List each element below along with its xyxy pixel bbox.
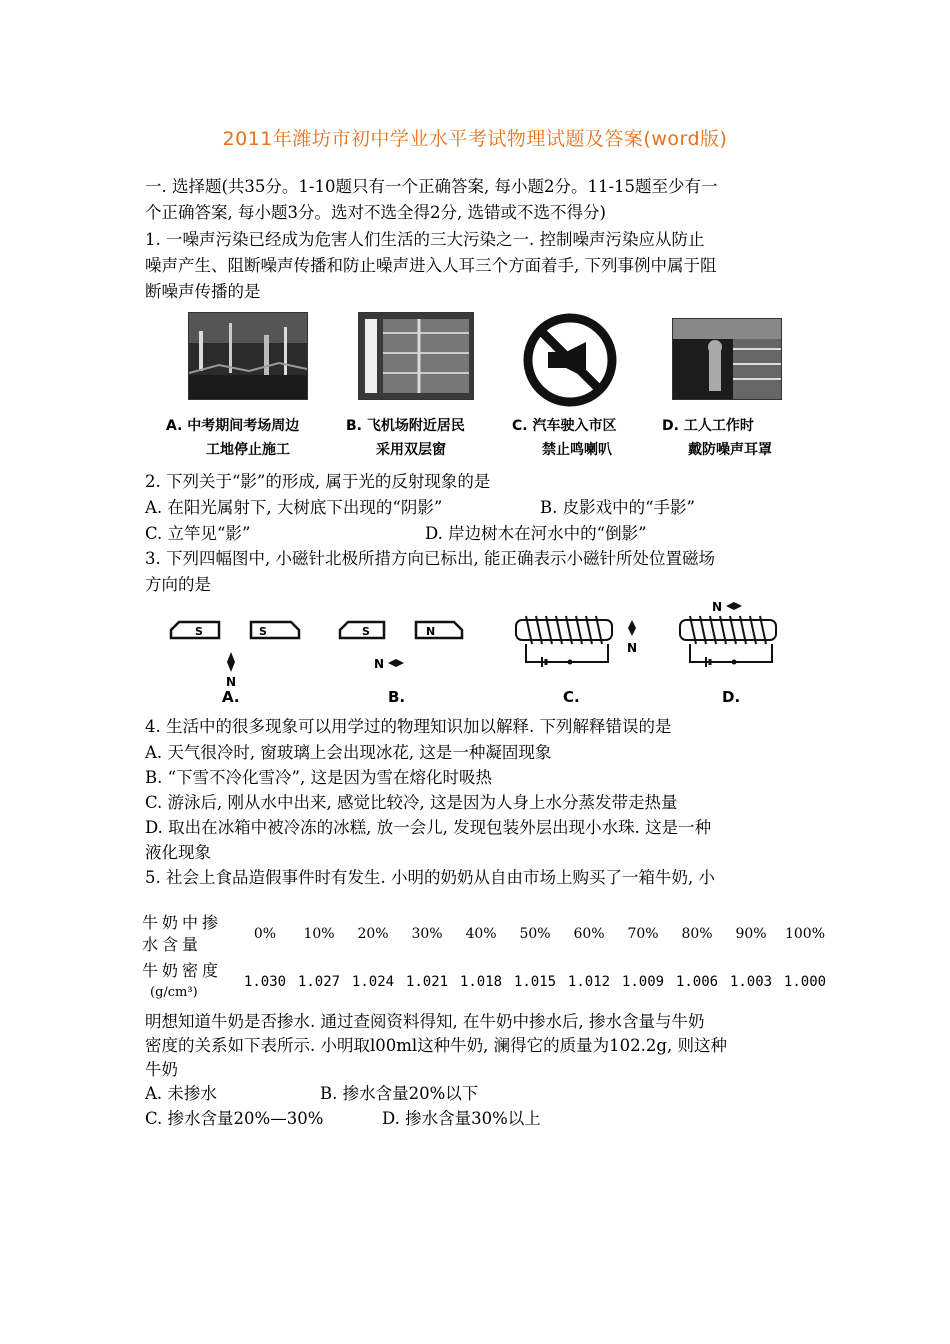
table-cell: 1.018 bbox=[459, 974, 503, 990]
q1-stem-line-2: 噪声产生、阻断噪声传播和防止噪声进入人耳三个方面着手, 下列事例中属于阻 bbox=[145, 256, 717, 275]
table-cell: 30% bbox=[411, 926, 443, 942]
q1-stem-line-3: 断噪声传播的是 bbox=[145, 282, 261, 301]
q1-caption-d-line-2: 戴防噪声耳罩 bbox=[688, 442, 772, 458]
q3-a-pole-s-left: S bbox=[195, 625, 203, 638]
table-cell: 40% bbox=[465, 926, 497, 942]
q2-option-c: C. 立竿见“影” bbox=[145, 524, 251, 543]
q3-label-c: C. bbox=[563, 688, 580, 706]
q3-label-d: D. bbox=[722, 688, 741, 706]
q3-b-needle-n: N bbox=[374, 657, 385, 671]
q5-option-d: D. 掺水含量30%以上 bbox=[382, 1109, 541, 1128]
q2-option-b: B. 皮影戏中的“手影” bbox=[540, 498, 695, 517]
q4-option-a: A. 天气很冷时, 窗玻璃上会出现冰花, 这是一种凝固现象 bbox=[145, 743, 552, 762]
q3-b-pole-s: S bbox=[362, 625, 370, 638]
q1-photo-d-factory-worker bbox=[672, 318, 782, 400]
q1-caption-d bbox=[662, 414, 772, 462]
q3-b-pole-n: N bbox=[426, 625, 436, 638]
q1-caption-b-line-2: 采用双层窗 bbox=[376, 442, 446, 458]
q1-caption-b bbox=[346, 414, 465, 462]
q5-option-b: B. 掺水含量20%以下 bbox=[320, 1084, 479, 1103]
q1-caption-d-line-1: D. 工人工作时 bbox=[662, 418, 754, 434]
table-row-water-content bbox=[142, 910, 832, 958]
q2-option-a: A. 在阳光属射下, 大树底下出现的“阴影” bbox=[145, 498, 443, 517]
q1-stem-line-1: 1. 一噪声污染已经成为危害人们生活的三大污染之一. 控制噪声污染应从防止 bbox=[145, 230, 705, 249]
section-intro-line-1: 一. 选择题(共35分。1-10题只有一个正确答案, 每小题2分。11-15题至少有一 bbox=[145, 177, 718, 196]
q5-body-line-3: 牛奶 bbox=[145, 1060, 178, 1079]
q5-body-line-1: 明想知道牛奶是否掺水. 通过查阅资料得知, 在牛奶中掺水后, 掺水含量与牛奶 bbox=[145, 1012, 705, 1031]
q1-no-horn-icon bbox=[520, 312, 620, 408]
milk-density-table bbox=[142, 910, 832, 1006]
table-cell: 1.021 bbox=[405, 974, 449, 990]
q3-figure-c-solenoid bbox=[512, 612, 652, 676]
table-cell: 1.006 bbox=[675, 974, 719, 990]
table-row-density bbox=[142, 958, 832, 1006]
table-cell: 1.027 bbox=[297, 974, 341, 990]
table-cell: 20% bbox=[357, 926, 389, 942]
table-cell: 1.000 bbox=[783, 974, 827, 990]
table-cell: 1.024 bbox=[351, 974, 395, 990]
table-header-line: (g/cm³) bbox=[150, 985, 198, 1000]
table-cell: 60% bbox=[573, 926, 605, 942]
q5-option-a: A. 未掺水 bbox=[145, 1084, 217, 1103]
q4-stem: 4. 生活中的很多现象可以用学过的物理知识加以解释. 下列解释错误的是 bbox=[145, 717, 672, 736]
q4-option-b: B. “下雪不冷化雪冷”, 这是因为雪在熔化时吸热 bbox=[145, 768, 492, 787]
q5-body-line-2: 密度的关系如下表所示. 小明取l00ml这种牛奶, 澜得它的质量为102.2g, 则这种 bbox=[145, 1036, 727, 1055]
table-header-line: 牛奶中掺 bbox=[142, 913, 223, 932]
table-cell: 50% bbox=[519, 926, 551, 942]
q3-d-needle-n: N bbox=[712, 600, 723, 614]
table-cell: 90% bbox=[735, 926, 767, 942]
q2-stem: 2. 下列关于“影”的形成, 属于光的反射现象的是 bbox=[145, 472, 491, 491]
table-cell: 0% bbox=[253, 926, 277, 942]
q3-label-b: B. bbox=[388, 688, 406, 706]
table-cell: 70% bbox=[627, 926, 659, 942]
q1-caption-a-line-1: A. 中考期间考场周边 bbox=[166, 418, 300, 434]
table-cell: 100% bbox=[784, 926, 826, 942]
table-cell: 1.012 bbox=[567, 974, 611, 990]
q3-stem-line-2: 方向的是 bbox=[145, 575, 211, 594]
q3-c-needle-n: N bbox=[627, 641, 638, 655]
table-cell: 1.009 bbox=[621, 974, 665, 990]
q2-option-d: D. 岸边树木在河水中的“倒影” bbox=[425, 524, 647, 543]
table-header-line: 牛奶密度 bbox=[142, 961, 223, 980]
q3-figure-d-solenoid bbox=[676, 598, 786, 678]
table-header-line: 水含量 bbox=[142, 935, 203, 954]
q4-option-d-line-1: D. 取出在冰箱中被冷冻的冰糕, 放一会儿, 发现包装外层出现小水珠. 这是一种 bbox=[145, 818, 712, 837]
table-cell: 80% bbox=[681, 926, 713, 942]
q4-option-d-line-2: 液化现象 bbox=[145, 843, 211, 862]
q1-caption-a-line-2: 工地停止施工 bbox=[206, 442, 290, 458]
q4-option-c: C. 游泳后, 刚从水中出来, 感觉比较冷, 这是因为人身上水分蒸发带走热量 bbox=[145, 793, 678, 812]
table-cell: 1.015 bbox=[513, 974, 557, 990]
document-title: 2011年潍坊市初中学业水平考试物理试题及答案(word版) bbox=[222, 128, 728, 150]
q1-caption-c-line-2: 禁止鸣喇叭 bbox=[542, 442, 612, 458]
q3-stem-line-1: 3. 下列四幅图中, 小磁针北极所措方向已标出, 能正确表示小磁针所处位置磁场 bbox=[145, 549, 715, 568]
q3-label-a: A. bbox=[222, 688, 240, 706]
q1-caption-c bbox=[512, 414, 616, 462]
section-intro-line-2: 个正确答案, 每小题3分。选对不选全得2分, 选错或不选不得分) bbox=[145, 203, 606, 222]
q5-stem: 5. 社会上食品造假事件时有发生. 小明的奶奶从自由市场上购买了一箱牛奶, 小 bbox=[145, 868, 715, 887]
q5-option-c: C. 掺水含量20%—30% bbox=[145, 1109, 324, 1128]
q3-a-pole-s-right: S bbox=[259, 625, 267, 638]
table-cell: 1.030 bbox=[243, 974, 287, 990]
q3-a-needle-n: N bbox=[226, 675, 237, 689]
q3-figure-b-two-magnets bbox=[334, 618, 470, 678]
q1-photo-a-construction bbox=[188, 312, 308, 400]
q1-caption-b-line-1: B. 飞机场附近居民 bbox=[346, 418, 465, 434]
q1-photo-b-double-window bbox=[358, 312, 474, 400]
q1-caption-a bbox=[166, 414, 299, 462]
table-header-water-content bbox=[142, 910, 238, 958]
q1-caption-c-line-1: C. 汽车驶入市区 bbox=[512, 418, 617, 434]
table-header-density bbox=[142, 958, 238, 1006]
table-cell: 10% bbox=[303, 926, 335, 942]
table-cell: 1.003 bbox=[729, 974, 773, 990]
